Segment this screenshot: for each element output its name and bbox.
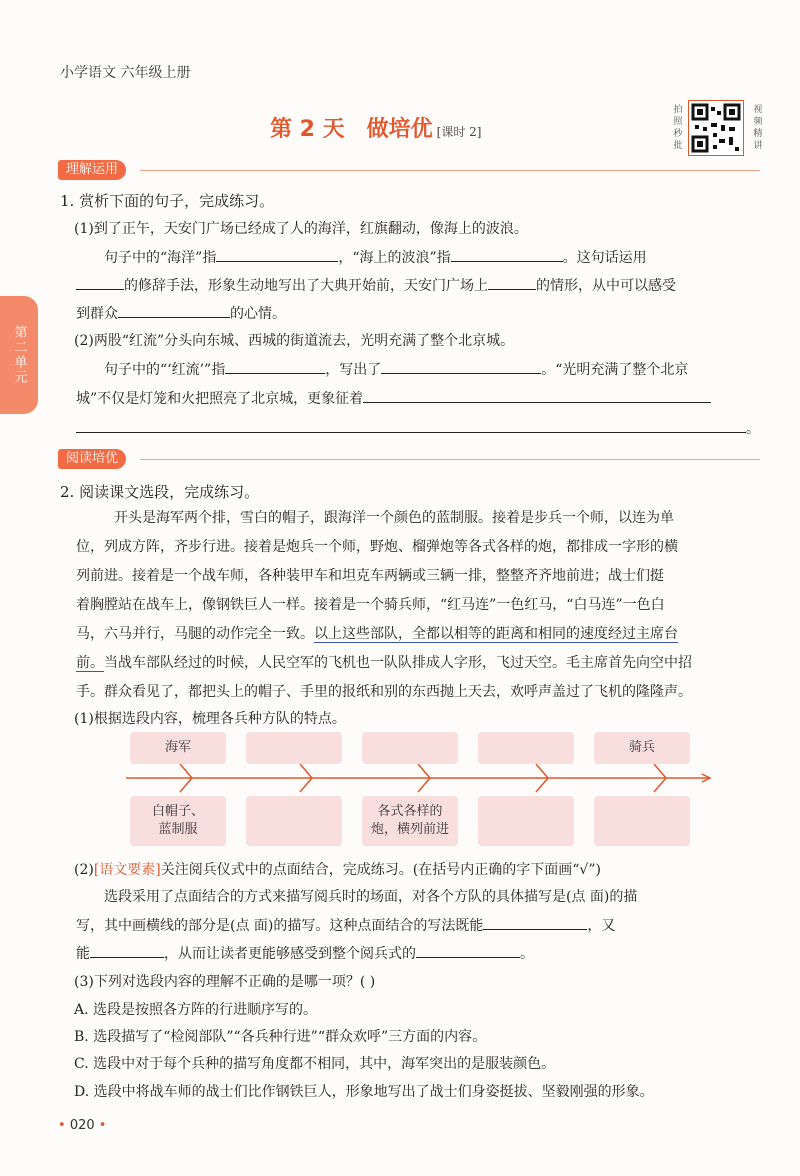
q1-line3: 到群众 的心情。 [76, 303, 286, 324]
option-a[interactable]: A. 选段是按照各方阵的行进顺序写的。 [74, 1002, 318, 1018]
q1-line6: 。 [76, 418, 760, 439]
title-day: 第 2 天 [270, 117, 345, 142]
q1-sub2: (2)两股“红流”分头向东城、西城的街道流去，光明充满了整个北京城。 [74, 333, 515, 349]
diagram-bottom-box-1: 白帽子、 蓝制服 [130, 796, 226, 846]
answer-blank[interactable] [381, 359, 541, 374]
q2-sub2: (2)[语文要素]关注阅兵仪式中的点面结合，完成练习。(在括号内正确的字下面画“√”) [74, 862, 601, 878]
answer-blank[interactable] [488, 275, 536, 290]
title-lesson: [课时 2] [436, 125, 482, 139]
answer-blank[interactable] [451, 247, 563, 262]
page-number: • 020 • [58, 1118, 107, 1133]
q1-line4: 句子中的“‘红流’”指 ，写出了 。“光明充满了整个北京 [104, 359, 688, 380]
answer-blank[interactable] [76, 275, 124, 290]
q1-line2: 的修辞手法，形象生动地写出了大典开始前，天安门广场上 的情形，从中可以感受 [76, 275, 676, 296]
underlined-sentence-end: 前。 [76, 655, 104, 671]
diagram-top-box-1: 海军 [130, 732, 226, 764]
q2-s2-line2: 写，其中画横线的部分是(点 面)的描写。这种点面结合的写法既能 ，又 [76, 915, 615, 936]
answer-blank[interactable] [225, 359, 325, 374]
q1-line1: 句子中的“海洋”指 ，“海上的波浪”指 。这句话运用 [104, 247, 647, 268]
diagram-bottom-box-4[interactable] [478, 796, 574, 846]
section-tag-reading: 阅读培优 [58, 449, 126, 469]
answer-blank[interactable] [118, 303, 230, 318]
q2-sub3: (3)下列对选段内容的理解不正确的是哪一项？( ) [74, 974, 376, 990]
unit-side-tab: 第二单元 [0, 296, 38, 414]
diagram-top-box-4[interactable] [478, 732, 574, 764]
section-divider [140, 459, 760, 460]
answer-blank[interactable] [483, 915, 587, 930]
diagram-bottom-box-3: 各式各样的 炮，横列前进 [362, 796, 458, 846]
diagram-bottom-box-5[interactable] [594, 796, 690, 846]
question-2-title: 2. 阅读课文选段，完成练习。 [60, 483, 260, 501]
diagram-top-box-5: 骑兵 [594, 732, 690, 764]
qr-block[interactable] [670, 100, 768, 158]
section-tag-understanding: 理解运用 [58, 160, 126, 180]
q2-s2-line3: 能 ，从而让读者更能够感受到整个阅兵式的 。 [76, 943, 534, 964]
book-header: 小学语文 六年级上册 [60, 65, 191, 81]
page-title [270, 112, 481, 148]
option-d[interactable]: D. 选段中将战车师的战士们比作钢铁巨人，形象地写出了战士们身姿挺拔、坚毅刚强的形象。 [74, 1084, 654, 1100]
q1-line5: 城”不仅是灯笼和火把照亮了北京城，更象征着 [76, 388, 711, 409]
qr-right-text: 视频精讲 [753, 105, 763, 151]
section-divider [140, 170, 760, 171]
option-c[interactable]: C. 选段中对于每个兵种的描写角度都不相同，其中，海军突出的是服装颜色。 [74, 1056, 556, 1072]
q1-sub1: (1)到了正午，天安门广场已经成了人的海洋，红旗翻动，像海上的波浪。 [74, 221, 528, 237]
reading-passage: 开头是海军两个排，雪白的帽子，跟海洋一个颜色的蓝制服。接着是步兵一个师，以连为单 位，列成方阵，齐步行进。接着是炮兵一个师，野炮、榴弹炮等各式各样的炮，都排成一字形的横 列前进。接着是一个战车师，各种装甲车和坦克车两辆或三辆一排，整整齐齐地前进；战士们挺 着胸膛站在战车上，像钢铁巨人一样。接着是一个骑兵师，“红马连”一色红马，“白马连”一色白 马，六马并行，马腿的动作完全一致。以上这些部队，全都以相等的距离和相同的速度经过主席台 前。当战车部队经过的时候，人民空军的飞机也一队队排成人字形，飞过天空。毛主席首先向空中招 手。群众看见了，都把头上的帽子、手里的报纸和别的东西抛上天去，欢呼声盖过了飞机的隆隆声。 [76, 510, 692, 700]
diagram-bottom-box-2[interactable] [246, 796, 342, 846]
answer-blank[interactable] [416, 943, 520, 958]
answer-blank[interactable] [216, 247, 338, 262]
q2-sub1: (1)根据选段内容，梳理各兵种方队的特点。 [74, 711, 346, 727]
answer-blank[interactable] [76, 418, 746, 433]
answer-blank[interactable] [90, 943, 164, 958]
diagram-top-box-2[interactable] [246, 732, 342, 764]
troop-diagram [122, 732, 722, 850]
title-topic: 做培优 [366, 117, 433, 142]
qr-code-icon[interactable] [688, 100, 744, 156]
underlined-sentence: 以上这些部队，全都以相等的距离和相同的速度经过主席台 [314, 626, 678, 642]
diagram-top-box-3[interactable] [362, 732, 458, 764]
language-element-tag: [语文要素] [93, 862, 161, 878]
qr-left-text: 拍照秒批 [673, 105, 683, 151]
question-1-title: 1. 赏析下面的句子，完成练习。 [60, 192, 275, 210]
answer-blank[interactable] [363, 388, 711, 403]
option-b[interactable]: B. 选段描写了“检阅部队”“各兵种行进”“群众欢呼”三方面的内容。 [74, 1029, 487, 1045]
q2-s2-line1: 选段采用了点面结合的方式来描写阅兵时的场面，对各个方队的具体描写是(点 面)的描 [104, 889, 638, 905]
